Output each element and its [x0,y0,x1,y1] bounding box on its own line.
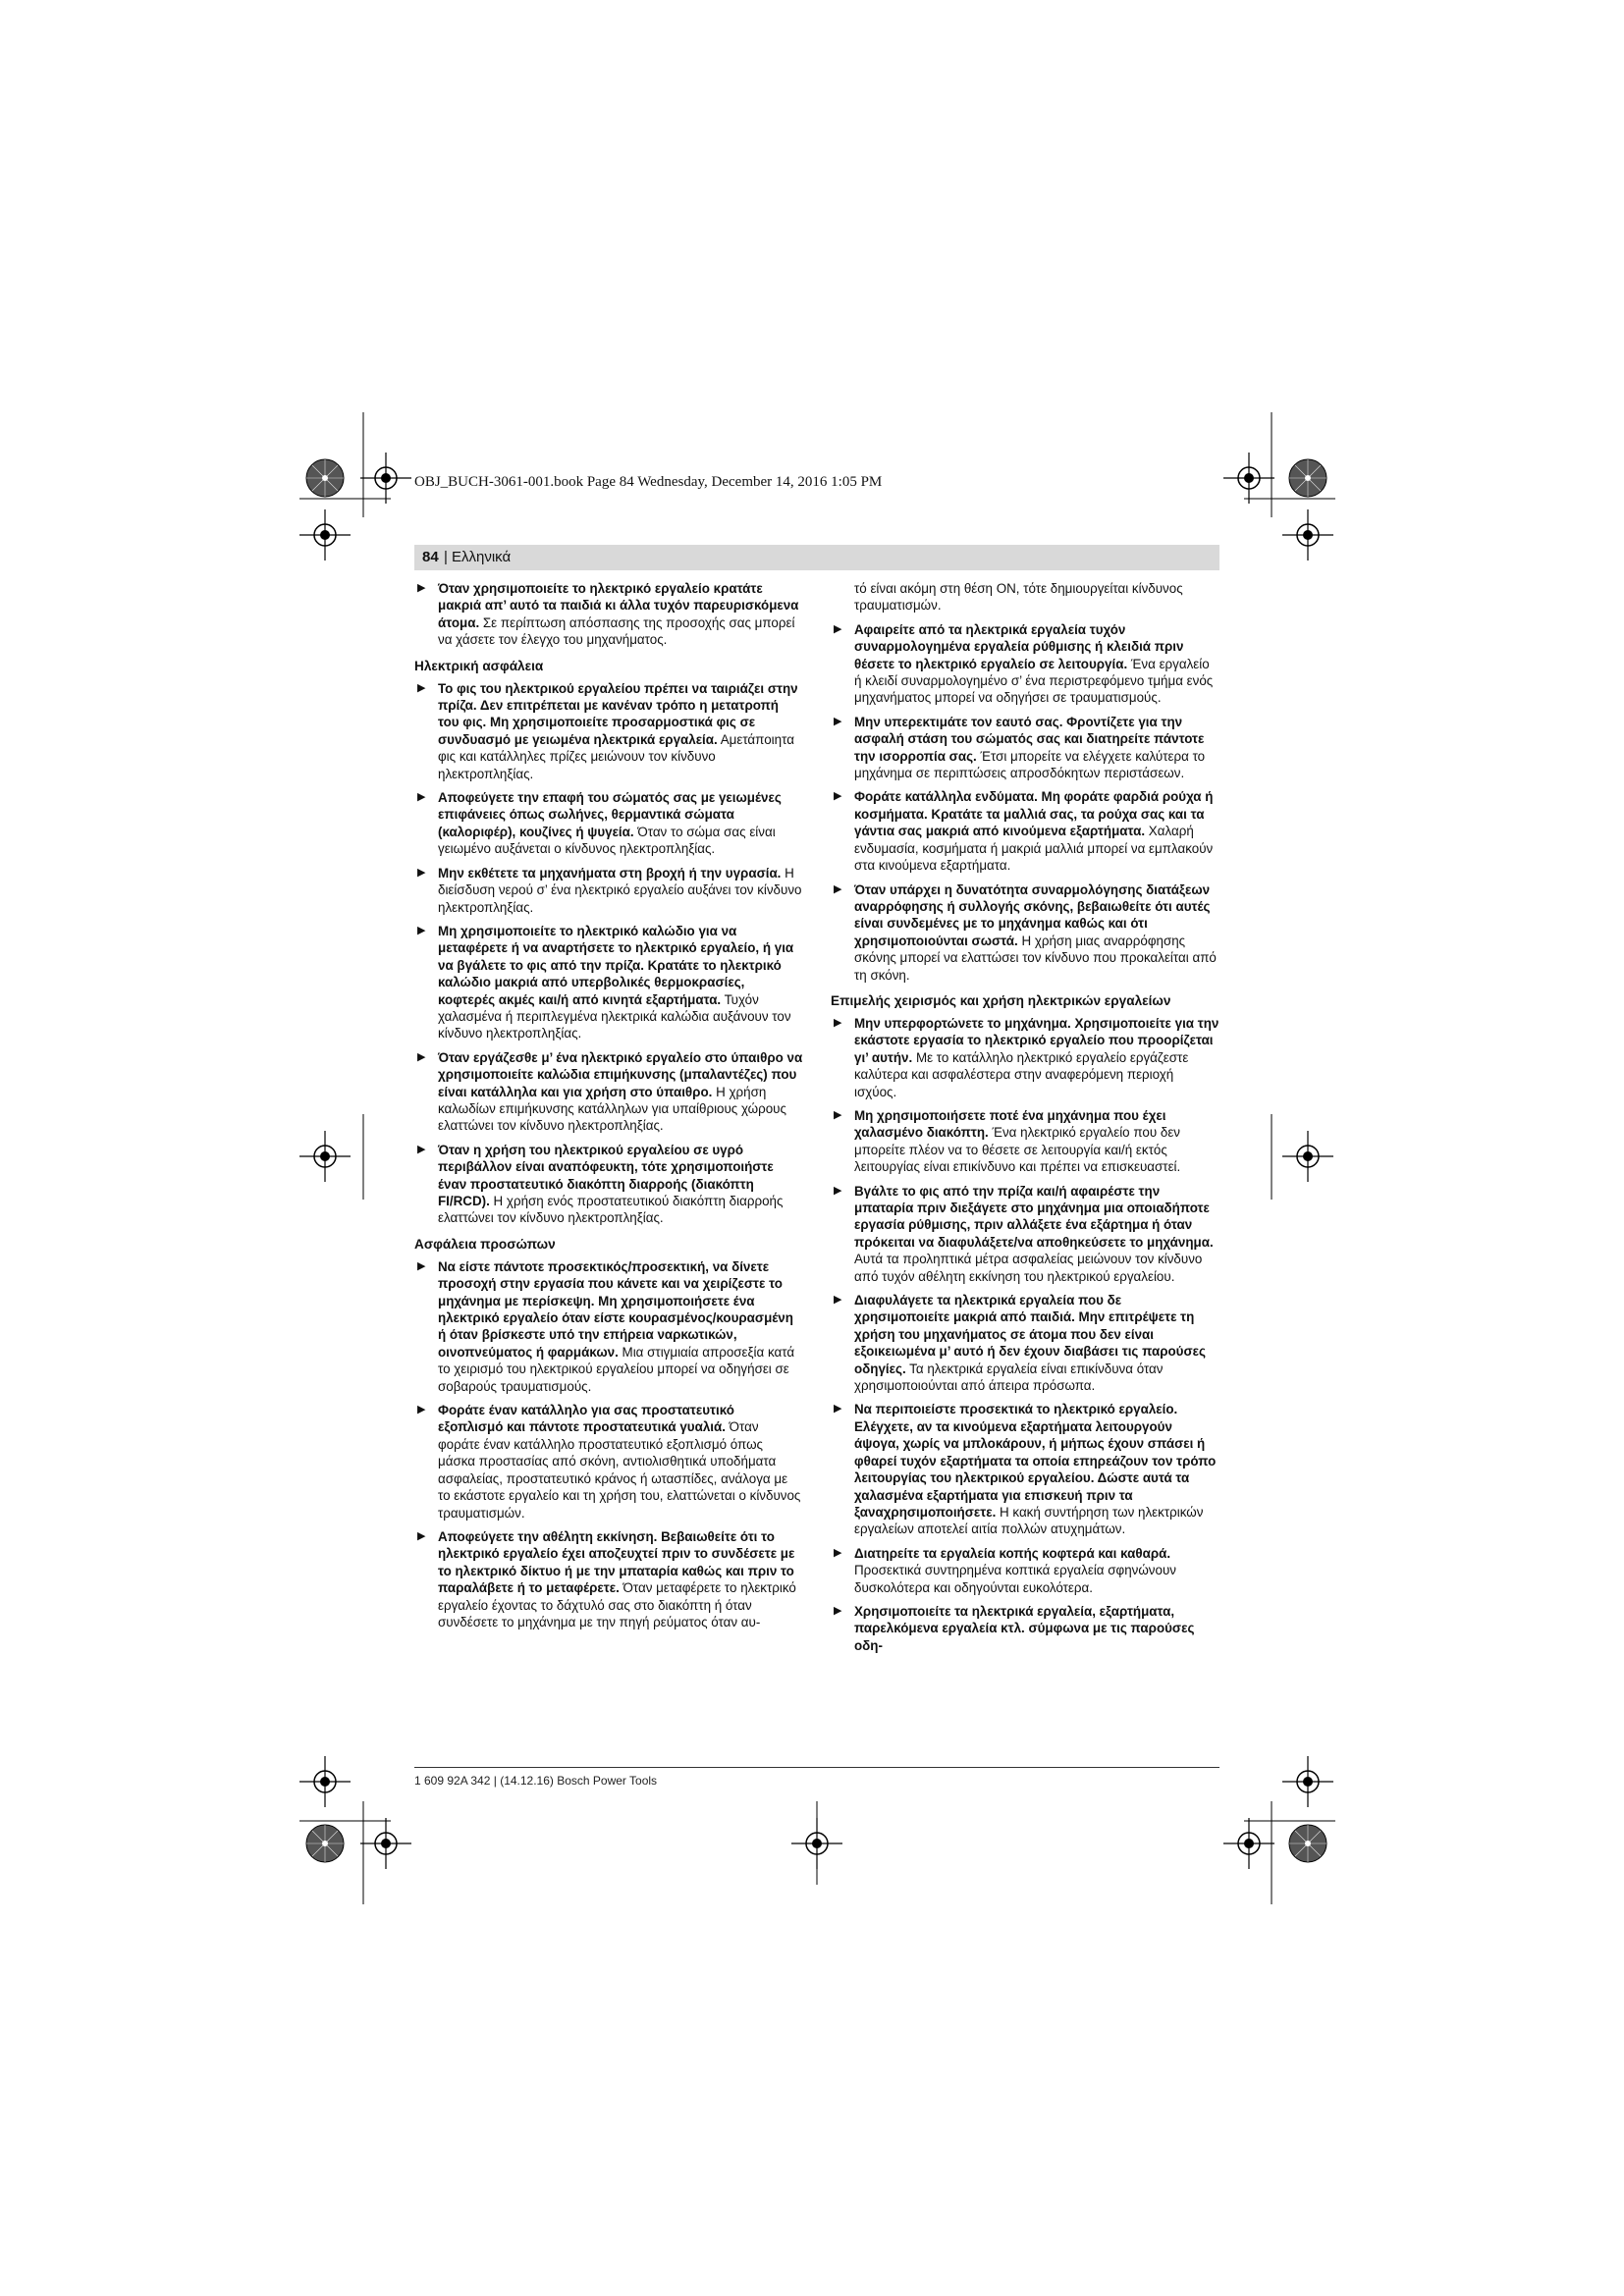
list-item: ▶ Φοράτε έναν κατάλληλο για σας προστατευτικό εξοπλισμό και πάντοτε προστατευτικά γυαλιά. Όταν φοράτε έναν κατάλληλο προστατευτικό εξοπλισμό όπως μάσκα προστασίας από σκόνη, αντιολισθητικά υποδήματα ασφαλείας, προστατευτικό κράνος ή ωτασπίδες, ανάλογα με το εκάστοτε εργαλείο και τη χρήση του, ελαττώνεται ο κίνδυνος τραυματισμών. [417,1403,801,1521]
list-item: ▶ Χρησιμοποιείτε τα ηλεκτρικά εργαλεία, εξαρτήματα, παρελκόμενα εργαλεία κτλ. σύμφωνα με τις παρούσες οδη- [834,1603,1195,1653]
bullet-arrow-icon: ▶ [417,1143,426,1155]
bullet-arrow-icon: ▶ [834,1294,842,1307]
list-item: ▶ Να είστε πάντοτε προσεκτικός/προσεκτική, να δίνετε προσοχή στην εργασία που κάνετε και να χειρίζεστε το μηχάνημα με περίσκεψη. Μη χρησιμοποιήσετε ένα ηλεκτρικό εργαλείο όταν είστε κουρασμένος/κουρασμένη ή όταν βρίσκεστε υπό την επήρεια ναρκωτικών, οινοπνεύματος ή φαρμάκων. Μια στιγμιαία απροσεξία κατά το χειρισμό του ηλεκτρικού εργαλείου μπορεί να οδηγήσει σε σοβαρούς τραυματισμούς. [417,1258,795,1394]
bullet-arrow-icon: ▶ [417,791,426,804]
list-item: ▶ Όταν εργάζεσθε μ’ ένα ηλεκτρικό εργαλείο στο ύπαιθρο να χρησιμοποιείτε καλώδια επιμήκυνσης (μπαλαντέζες) που είναι κατάλληλα και για χρήση στο ύπαιθρο. Η χρήση καλωδίων επιμήκυνσης κατάλληλων για υπαίθριους χώρους ελαττώνει τον κίνδυνο ηλεκτροπληξίας. [417,1049,803,1134]
bullet-arrow-icon: ▶ [417,1050,426,1063]
list-item: ▶ Όταν υπάρχει η δυνατότητα συναρμολόγησης διατάξεων αναρρόφησης ή συλλογής σκόνης, βεβαιωθείτε ότι αυτές είναι συνδεμένες με το μηχάνημα καθώς και ότι χρησιμοποιούνται σωστά. Η χρήση μιας αναρρόφησης σκόνης μπορεί να ελαττώσει τον κίνδυνο που προκαλείται από τη σκόνη. [834,881,1217,983]
list-item: ▶ Αποφεύγετε την αθέλητη εκκίνηση. Βεβαιωθείτε ότι το ηλεκτρικό εργαλείο έχει αποζευχτεί πριν το συνδέσετε με το ηλεκτρικό δίκτυο ή με την μπαταρία καθώς και πριν το παραλάβετε ή το μεταφέρετε. Όταν μεταφέρετε το ηλεκτρικό εργαλείο έχοντας το δάχτυλό σας στο διακόπτη ή όταν συνδέσετε το μηχάνημα με την πηγή ρεύματος όταν αυ- [417,1528,796,1629]
list-item: ▶ Βγάλτε το φις από την πρίζα και/ή αφαιρέστε την μπαταρία πριν διεξάγετε στο μηχάνημα μια οποιαδήποτε εργασία ρύθμισης, πριν αλλάξετε ένα εξάρτημα ή όταν πρόκειται να διαφυλάξετε/να αποθηκεύσετε το μηχάνημα. Αυτά τα προληπτικά μέτρα ασφαλείας μειώνουν τον κίνδυνο από τυχόν αθέλητη εκκίνηση του ηλεκτρικού εργαλείου. [834,1183,1214,1284]
list-item: ▶ Μην υπερφορτώνετε το μηχάνημα. Χρησιμοποιείτε για την εκάστοτε εργασία το ηλεκτρικό εργαλείο που προορίζεται γι’ αυτήν. Με το κατάλληλο ηλεκτρικό εργαλείο εργάζεστε καλύτερα και ασφαλέστερα στην αναφερόμενη περιοχή ισχύος. [834,1015,1219,1099]
bullet-arrow-icon: ▶ [417,1404,426,1416]
list-item-continuation: τό είναι ακόμη στη θέση ON, τότε δημιουργείται κίνδυνος τραυματισμών. [854,581,1183,614]
print-slug: OBJ_BUCH-3061-001.book Page 84 Wednesday, December 14, 2016 1:05 PM [414,474,883,490]
bullet-arrow-icon: ▶ [834,622,842,635]
section-heading-tool-handling: Επιμελής χειρισμός και χρήση ηλεκτρικών εργαλείων [831,992,1171,1008]
bullet-arrow-icon: ▶ [417,1259,426,1272]
header-separator: | [444,549,448,565]
page-number: 84 [422,549,439,565]
bullet-arrow-icon: ▶ [834,715,842,727]
left-column [414,580,803,1637]
bullet-arrow-icon: ▶ [834,1546,842,1559]
list-item: ▶ Μη χρησιμοποιήσετε ποτέ ένα μηχάνημα που έχει χαλασμένο διακόπτη. Ένα ηλεκτρικό εργαλείο που δεν μπορείτε πλέον να το θέσετε σε λειτουργία και/ή εκτός λειτουργίας είναι επικίνδυνο και πρέπει να επισκευαστεί. [834,1107,1181,1175]
list-item: ▶ Διαφυλάγετε τα ηλεκτρικά εργαλεία που δε χρησιμοποιείτε μακριά από παιδιά. Μην επιτρέψετε τη χρήση του μηχανήματος σε άτομα που δεν είναι εξοικειωμένα μ’ αυτό ή δεν έχουν διαβάσει τις παρούσες οδηγίες. Τα ηλεκτρικά εργαλεία είναι επικίνδυνα όταν χρησιμοποιούνται από άπειρα πρόσωπα. [834,1293,1206,1394]
bullet-arrow-icon: ▶ [834,882,842,895]
list-item: ▶ Να περιποιείστε προσεκτικά το ηλεκτρικό εργαλείο. Ελέγχετε, αν τα κινούμενα εξαρτήματα λειτουργούν άψογα, χωρίς να μπλοκάρουν, ή μήπως έχουν σπάσει ή φθαρεί τυχόν εξαρτήματα τα οποία επηρεάζουν τον τρόπο λειτουργίας του ηλεκτρικού εργαλείου. Δώστε αυτά τα χαλασμένα εξαρτήματα για επισκευή πριν τα ξαναχρησιμοποιήσετε. Η κακή συντήρηση των ηλεκτρικών εργαλείων αποτελεί αιτία πολλών ατυχημάτων. [834,1402,1217,1537]
bullet-arrow-icon: ▶ [834,1016,842,1029]
list-item: ▶ Όταν η χρήση του ηλεκτρικού εργαλείου σε υγρό περιβάλλον είναι αναπόφευκτη, τότε χρησιμοποιήστε έναν προστατευτικό διακόπτη διαρροής (διακόπτη FI/RCD). Η χρήση ενός προστατευτικού διακόπτη διαρροής ελαττώνει τον κίνδυνο ηλεκτροπληξίας. [417,1142,784,1226]
section-heading-personal-safety: Ασφάλεια προσώπων [414,1236,556,1252]
bullet-arrow-icon: ▶ [417,582,426,594]
page-footer: 1 609 92A 342 | (14.12.16) Bosch Power Tools [414,1774,658,1788]
list-item: ▶ Μη χρησιμοποιείτε το ηλεκτρικό καλώδιο για να μεταφέρετε ή να αναρτήσετε το ηλεκτρικό εργαλείο, ή για να βγάλετε το φις από την πρίζα. Κρατάτε το ηλεκτρικό καλώδιο μακριά από υπερβολικές θερμοκρασίες, κοφτερές ακμές και/ή από κινητά εξαρτήματα. Τυχόν χαλασμένα ή περιπλεγμένα ηλεκτρικά καλώδια αυξάνουν τον κίνδυνο ηλεκτροπληξίας. [417,923,794,1041]
list-item: ▶ Όταν χρησιμοποιείτε το ηλεκτρικό εργαλείο κρατάτε μακριά απ’ αυτό τα παιδιά κι άλλα τυχόν παρευρισκόμενα άτομα. Σε περίπτωση απόσπασης της προσοχής σας μπορεί να χάσετε τον έλεγχο του μηχανήματος. [417,581,799,648]
list-item: ▶ Διατηρείτε τα εργαλεία κοπής κοφτερά και καθαρά. Προσεκτικά συντηρημένα κοπτικά εργαλεία σφηνώνουν δυσκολότερα και οδηγούνται ευκολότερα. [834,1545,1176,1595]
bullet-arrow-icon: ▶ [834,1604,842,1617]
list-item: ▶ Μην εκθέτετε τα μηχανήματα στη βροχή ή την υγρασία. Η διείσδυση νερού σ’ ένα ηλεκτρικό εργαλείο αυξάνει τον κίνδυνο ηλεκτροπληξίας. [417,865,802,915]
bullet-arrow-icon: ▶ [417,1529,426,1542]
bullet-arrow-icon: ▶ [417,924,426,936]
footer-rule [414,1767,1219,1768]
bullet-arrow-icon: ▶ [834,1108,842,1121]
header-language: Ελληνικά [452,549,512,565]
bullet-arrow-icon: ▶ [417,681,426,694]
page-header [414,545,1219,570]
right-column [831,580,1219,1661]
list-item: ▶ Το φις του ηλεκτρικού εργαλείου πρέπει να ταιριάζει στην πρίζα. Δεν επιτρέπεται με κανέναν τρόπο η μετατροπή του φις. Μη χρησιμοποιείτε προσαρμοστικά φις σε συνδυασμό με γειωμένα ηλεκτρικά εργαλεία. Αμετάποιητα φις και κατάλληλες πρίζες μειώνουν τον κίνδυνο ηλεκτροπληξίας. [417,680,798,781]
bullet-arrow-icon: ▶ [834,1403,842,1415]
list-item: ▶ Μην υπερεκτιμάτε τον εαυτό σας. Φροντίζετε για την ασφαλή στάση του σώματός σας και διατηρείτε πάντοτε την ισορροπία σας. Έτσι μπορείτε να ελέγχετε καλύτερα το μηχάνημα σε περιπτώσεις απροσδόκητων περιστάσεων. [834,714,1206,781]
list-item: ▶ Φοράτε κατάλληλα ενδύματα. Μη φοράτε φαρδιά ρούχα ή κοσμήματα. Κρατάτε τα μαλλιά σας, τα ρούχα σας και τα γάντια σας μακριά από κινούμενα εξαρτήματα. Χαλαρή ενδυμασία, κοσμήματα ή μακριά μαλλιά μπορεί να εμπλακούν στα κινούμενα εξαρτήματα. [834,789,1214,874]
bullet-arrow-icon: ▶ [834,790,842,803]
bullet-arrow-icon: ▶ [417,866,426,879]
list-item: ▶ Αφαιρείτε από τα ηλεκτρικά εργαλεία τυχόν συναρμολογημένα εργαλεία ρύθμισης ή κλειδιά πριν θέσετε το ηλεκτρικό εργαλείο σε λειτουργία. Ένα εργαλείο ή κλειδί συναρμολογημένο σ’ ένα περιστρεφόμενο τμήμα ενός μηχανήματος μπορεί να οδηγήσει σε τραυματισμούς. [834,621,1214,706]
bullet-arrow-icon: ▶ [834,1184,842,1197]
list-item: ▶ Αποφεύγετε την επαφή του σώματός σας με γειωμένες επιφάνειες όπως σωλήνες, θερμαντικά σώματα (καλοριφέρ), κουζίνες ή ψυγεία. Όταν το σώμα σας είναι γειωμένο αυξάνεται ο κίνδυνος ηλεκτροπληξίας. [417,790,782,857]
section-heading-electrical-safety: Ηλεκτρική ασφάλεια [414,658,544,673]
